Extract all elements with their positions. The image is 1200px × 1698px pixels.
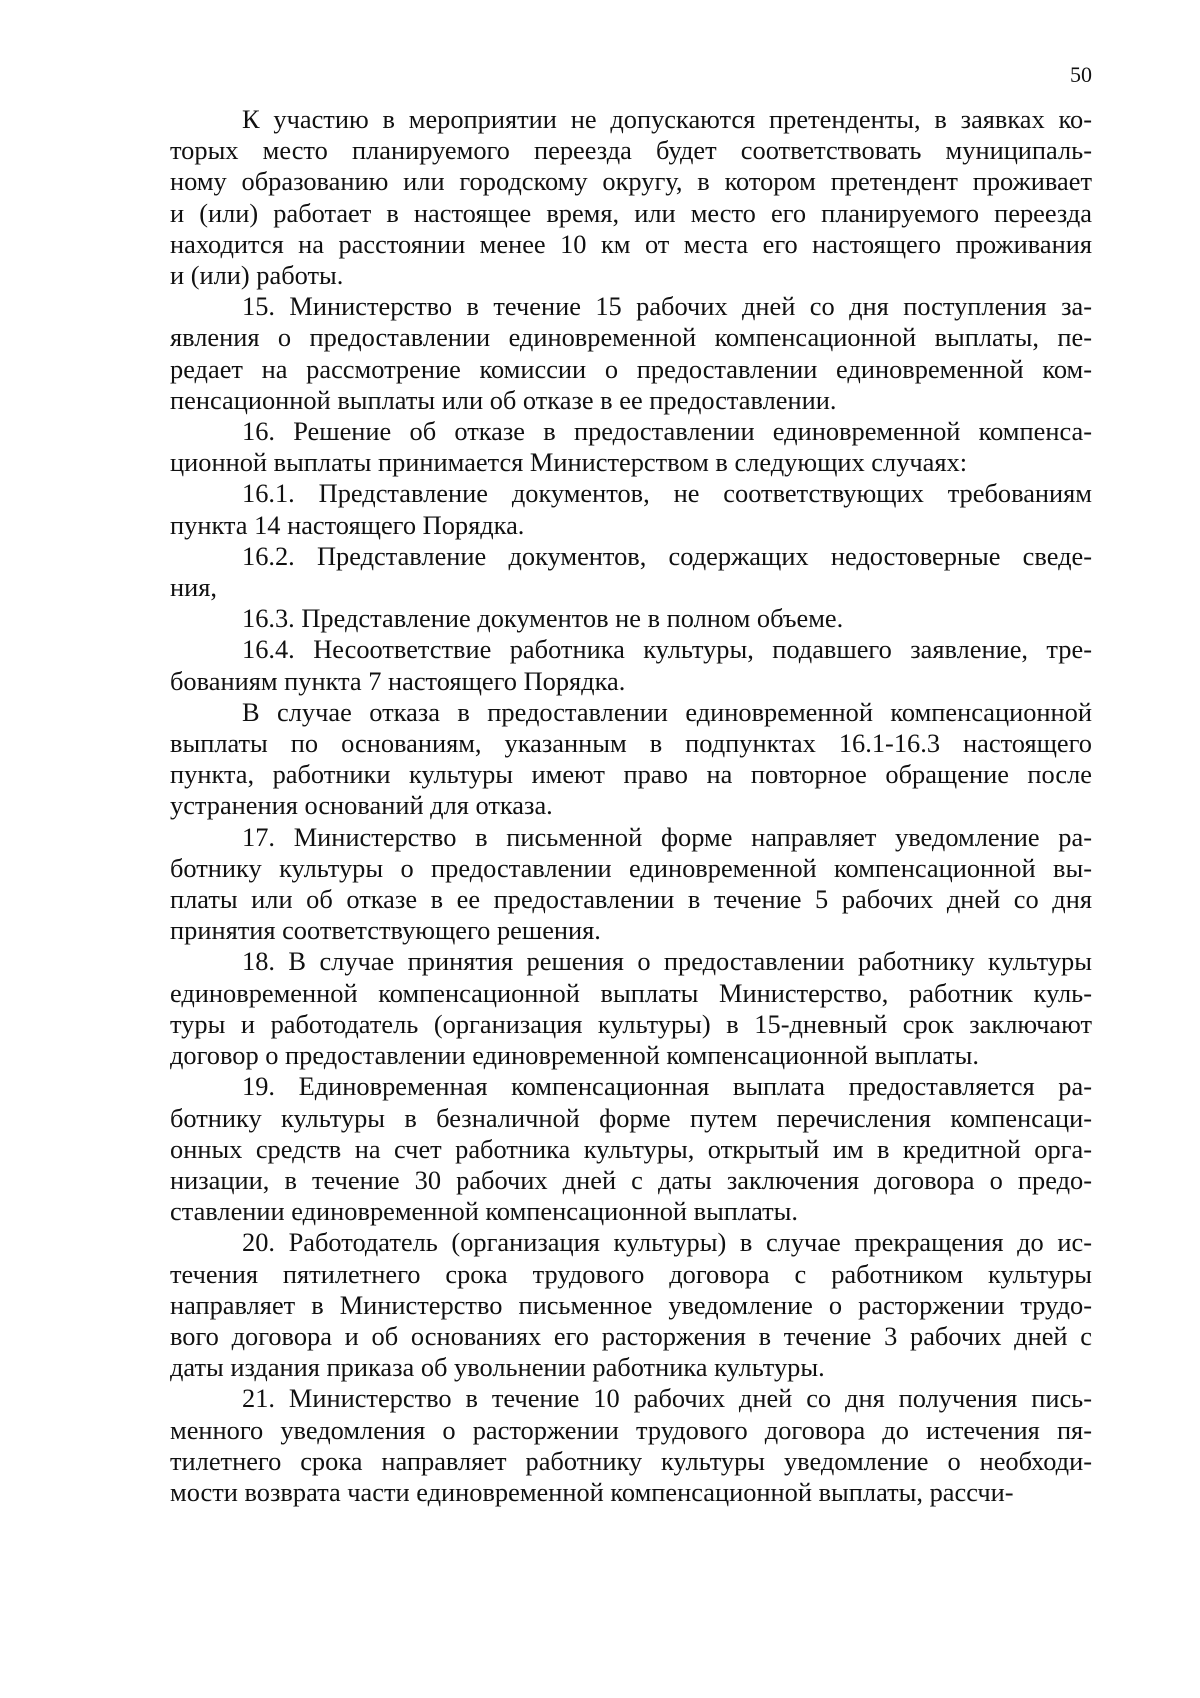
text-line: пункта 14 настоящего Порядка. [170,509,525,540]
text-line: 16. Решение об отказе в предоставлении единовременной компенса- [242,416,1092,447]
text-line: находится на расстоянии менее 10 км от места его настоящего проживания [170,228,1092,259]
text-line: устранения оснований для отказа. [170,790,553,821]
paragraph-item-16-4 [170,634,1092,696]
text-line: 15. Министерство в течение 15 рабочих дней со дня поступления за- [242,291,1092,322]
text-line: пенсационной выплаты или об отказе в ее предоставлении. [170,384,837,415]
text-line: договор о предоставлении единовременной компенсационной выплаты. [170,1040,979,1071]
paragraph-item-15 [170,291,1092,416]
text-line: торых место планируемого переезда будет соответствовать муниципаль- [170,135,1092,166]
text-line: туры и работодатель (организация культуры) в 15-дневный срок заключают [170,1008,1092,1039]
text-line: 18. В случае принятия решения о предоставлении работнику культуры [242,946,1092,977]
text-line: вого договора и об основаниях его расторжения в течение 3 рабочих дней с [170,1320,1092,1351]
text-line: ному образованию или городскому округу, в котором претендент проживает [170,166,1092,197]
document-body [170,104,1092,1508]
text-line: 16.4. Несоответствие работника культуры, подавшего заявление, тре- [242,634,1092,665]
text-line: ния, [170,572,217,603]
paragraph-item-16-3 [170,603,1092,634]
text-line: ставлении единовременной компенсационной выплаты. [170,1196,798,1227]
page-number: 50 [1070,62,1092,87]
text-line: редает на рассмотрение комиссии о предоставлении единовременной ком- [170,353,1092,384]
text-line: 17. Министерство в письменной форме направляет уведомление ра- [242,821,1092,852]
text-line: платы или об отказе в ее предоставлении в течение 5 рабочих дней со дня [170,884,1092,915]
text-line: В случае отказа в предоставлении единовременной компенсационной [242,696,1092,727]
paragraph-item-21 [170,1383,1092,1508]
text-line: ботнику культуры о предоставлении единовременной компенсационной вы- [170,852,1092,883]
text-line: 16.1. Представление документов, не соответствующих требованиям [242,478,1092,509]
text-line: 20. Работодатель (организация культуры) в случае прекращения до ис- [242,1227,1092,1258]
paragraph-item-20 [170,1227,1092,1383]
text-line: мости возврата части единовременной компенсационной выплаты, рассчи- [170,1476,1014,1507]
paragraph-refusal-case [170,697,1092,822]
text-line: и (или) работы. [170,260,344,291]
text-line: 16.3. Представление документов не в полном объеме. [242,603,844,634]
text-line: ботнику культуры в безналичной форме путем перечисления компенсаци- [170,1102,1092,1133]
text-line: пункта, работники культуры имеют право на повторное обращение после [170,759,1092,790]
text-line: 16.2. Представление документов, содержащих недостоверные сведе- [242,540,1092,571]
text-line: явления о предоставлении единовременной компенсационной выплаты, пе- [170,322,1092,353]
text-line: даты издания приказа об увольнении работника культуры. [170,1352,825,1383]
text-line: ционной выплаты принимается Министерством в следующих случаях: [170,447,968,478]
text-line: направляет в Министерство письменное уведомление о расторжении трудо- [170,1289,1092,1320]
paragraph-item-16 [170,416,1092,478]
text-line: 21. Министерство в течение 10 рабочих дней со дня получения пись- [242,1383,1092,1414]
paragraph-item-16-2 [170,541,1092,603]
paragraph-item-19 [170,1071,1092,1227]
text-line: течения пятилетнего срока трудового договора с работником культуры [170,1258,1092,1289]
paragraph-item-18 [170,946,1092,1071]
paragraph-item-16-1 [170,478,1092,540]
text-line: и (или) работает в настоящее время, или место его планируемого переезда [170,197,1092,228]
text-line: 19. Единовременная компенсационная выплата предоставляется ра- [242,1071,1092,1102]
text-line: бованиям пункта 7 настоящего Порядка. [170,665,626,696]
text-line: менного уведомления о расторжении трудового договора до истечения пя- [170,1414,1092,1445]
text-line: низации, в течение 30 рабочих дней с даты заключения договора о предо- [170,1164,1092,1195]
paragraph-intro-exclusion [170,104,1092,291]
text-line: выплаты по основаниям, указанным в подпунктах 16.1-16.3 настоящего [170,728,1092,759]
text-line: онных средств на счет работника культуры, открытый им в кредитной орга- [170,1133,1092,1164]
text-line: единовременной компенсационной выплаты Министерство, работник куль- [170,977,1092,1008]
paragraph-item-17 [170,822,1092,947]
text-line: принятия соответствующего решения. [170,915,601,946]
text-line: К участию в мероприятии не допускаются претенденты, в заявках ко- [242,104,1092,134]
text-line: тилетнего срока направляет работнику культуры уведомление о необходи- [170,1445,1092,1476]
